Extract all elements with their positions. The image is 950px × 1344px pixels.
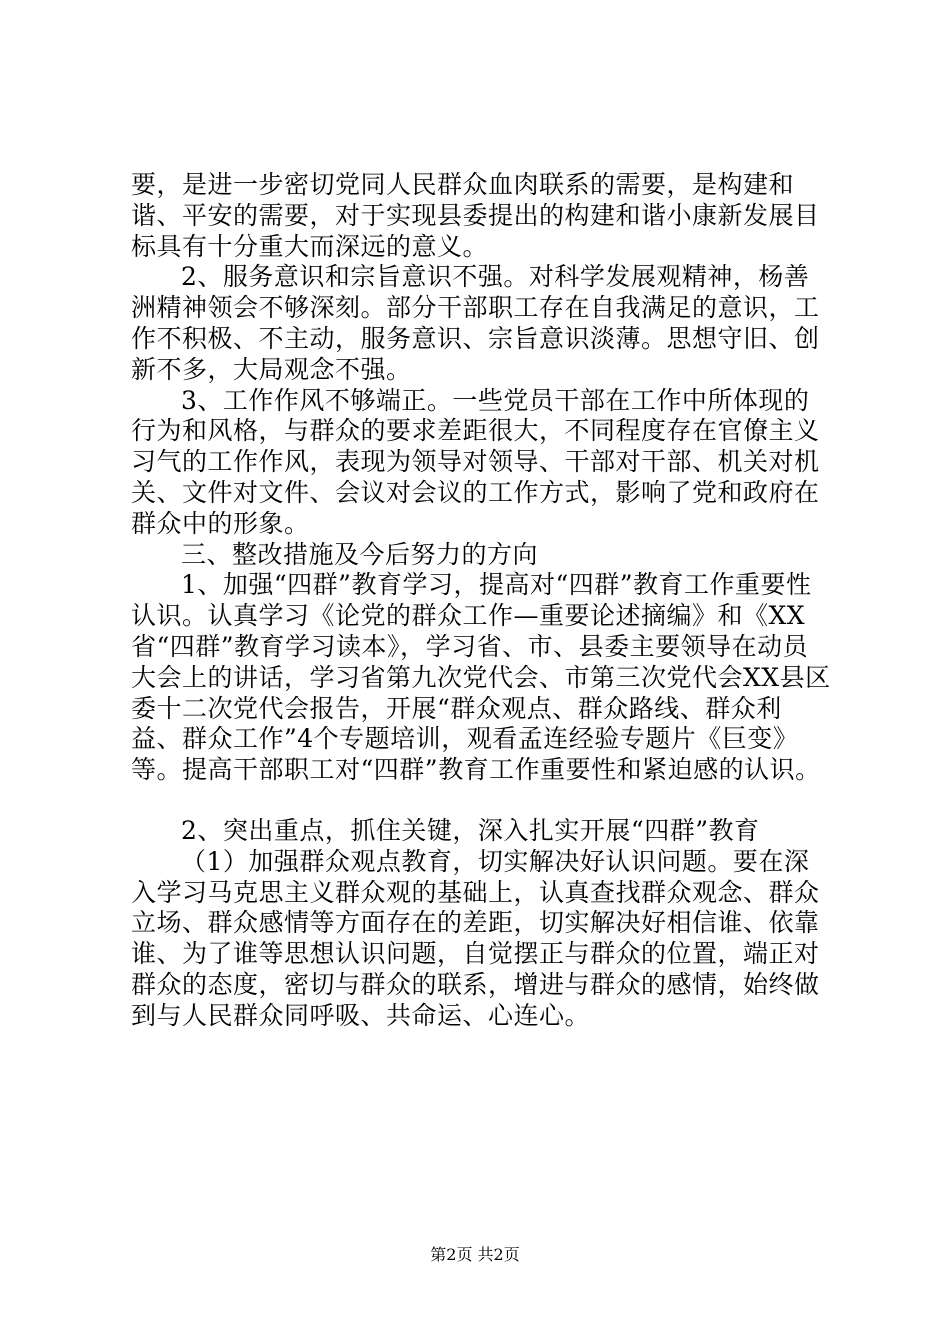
paragraph-measure-1: 1、加强“四群”教育学习，提高对“四群”教育工作重要性认识。认真学习《论党的群众工作—重要论述摘编》和《XX省“四群”教育学习读本》，学习省、市、县委主要领导在动员大会上的讲话，学习省第九次党代会、市第三次党代会XX县区委十二次党代会报告，开展“群众观点、群众路线、群众利益、群众工作”4个专题培训，观看孟连经验专题片《巨变》等。提高干部职工对“四群”教育工作重要性和紧迫感的认识。	[131, 570, 831, 785]
paragraph-measure-2: 2、突出重点，抓住关键，深入扎实开展“四群”教育	[181, 815, 760, 845]
section-heading-3: 三、整改措施及今后努力的方向	[181, 539, 539, 569]
document-body	[131, 170, 831, 1032]
paragraph-continuation: 要，是进一步密切党同人民群众血肉联系的需要，是构建和谐、平安的需要，对于实现县委提出的构建和谐小康新发展目标具有十分重大而深远的意义。	[131, 170, 820, 261]
page-footer: 第2页 共2页	[430, 1245, 520, 1264]
paragraph-item-2: 2、服务意识和宗旨意识不强。对科学发展观精神，杨善洲精神领会不够深刻。部分干部职工存在自我满足的意识，工作不积极、不主动，服务意识、宗旨意识淡薄。思想守旧、创新不多，大局观念不强。	[131, 262, 820, 384]
paragraph-item-3: 3、工作作风不够端正。一些党员干部在工作中所体现的行为和风格，与群众的要求差距很大，不同程度存在官僚主义习气的工作作风，表现为领导对领导、干部对干部、机关对机关、文件对文件、会议对会议的工作方式，影响了党和政府在群众中的形象。	[131, 385, 820, 538]
paragraph-measure-2-1: （1）加强群众观点教育，切实解决好认识问题。要在深入学习马克思主义群众观的基础上，认真查找群众观念、群众立场、群众感情等方面存在的差距，切实解决好相信谁、依靠谁、为了谁等思想认识问题，自觉摆正与群众的位置，端正对群众的态度，密切与群众的联系，增进与群众的感情，始终做到与人民群众同呼吸、共命运、心连心。	[131, 846, 820, 1030]
